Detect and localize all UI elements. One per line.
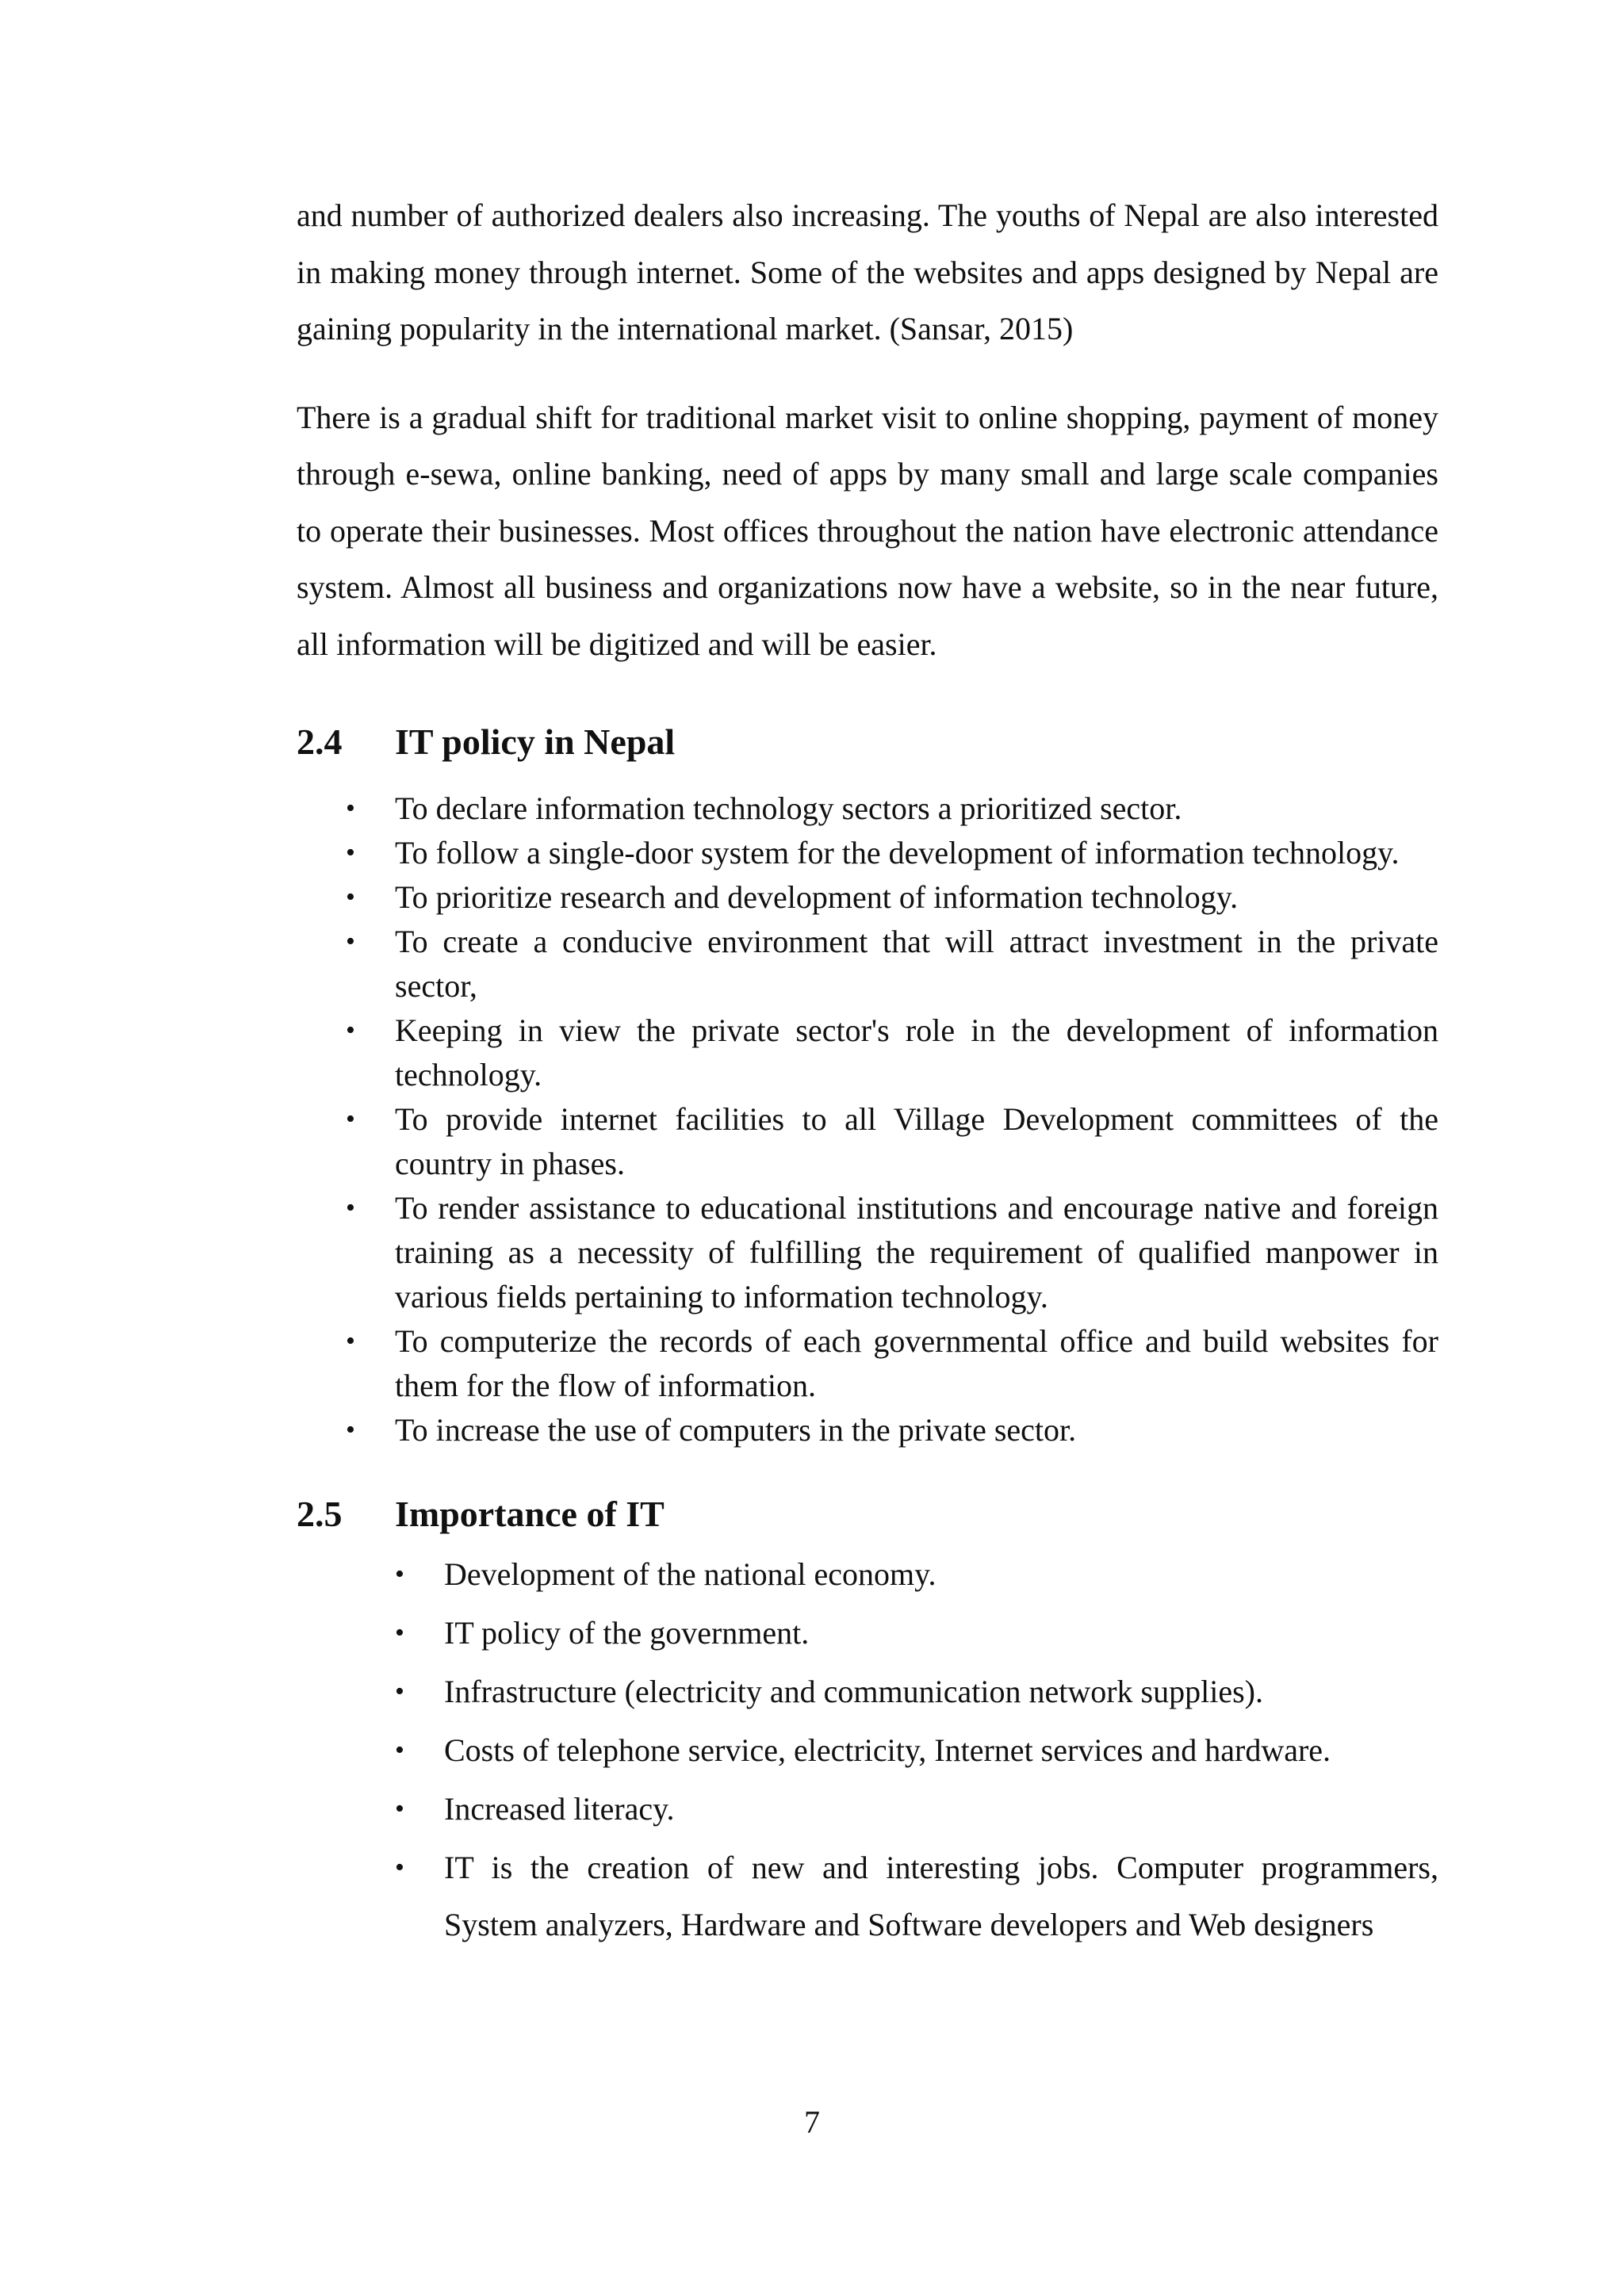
page-number: 7 (804, 2104, 820, 2140)
bullet-list (297, 1546, 1438, 1954)
list-item-text: Infrastructure (electricity and communication network supplies). (444, 1674, 1263, 1709)
list-item-text: To render assistance to educational institutions and encourage native and foreign training as a necessity of fulfilling the requirement of qualified manpower in various fields pertaining to information technology. (395, 1190, 1438, 1314)
section-title: IT policy in Nepal (395, 721, 676, 762)
section-heading (297, 718, 1438, 766)
section-number: 2.5 (297, 1494, 343, 1534)
bullet-icon: • (395, 1677, 404, 1706)
section-title: Importance of IT (395, 1494, 665, 1534)
list-item (297, 831, 1438, 875)
list-item (297, 1186, 1438, 1319)
list-item (297, 786, 1438, 831)
list-item (297, 875, 1438, 920)
list-item-text: Increased literacy. (444, 1791, 675, 1827)
bullet-icon: • (395, 1794, 404, 1823)
bullet-icon: • (346, 927, 355, 956)
list-item (297, 1097, 1438, 1186)
bullet-icon: • (346, 838, 355, 867)
list-item-text: IT policy of the government. (444, 1615, 810, 1651)
list-item (297, 920, 1438, 1008)
list-item-text: To increase the use of computers in the private sector. (395, 1412, 1077, 1448)
list-item-text: To declare information technology sectors a prioritized sector. (395, 790, 1182, 826)
list-item (297, 1546, 1438, 1603)
list-item (297, 1839, 1438, 1954)
list-item-text: To provide internet facilities to all Village Development committees of the country in phases. (395, 1101, 1438, 1181)
bullet-icon: • (346, 1193, 355, 1223)
list-item-text: To create a conducive environment that will attract investment in the private sector, (395, 924, 1438, 1004)
bullet-icon: • (395, 1618, 404, 1647)
list-item (297, 1781, 1438, 1838)
list-item (297, 1605, 1438, 1662)
bullet-icon: • (346, 1326, 355, 1356)
list-item-text: To follow a single-door system for the development of information technology. (395, 835, 1400, 871)
page-content (297, 187, 1438, 1954)
bullet-icon: • (395, 1735, 404, 1765)
bullet-icon: • (346, 794, 355, 823)
list-item (297, 1663, 1438, 1720)
list-item (297, 1722, 1438, 1779)
list-item-text: Keeping in view the private sector's role in the development of information technology. (395, 1012, 1438, 1093)
body-paragraph: and number of authorized dealers also increasing. The youths of Nepal are also interested in making money through internet. Some of the websites and apps designed by Nepal are gaining popularity in the international market. (Sansar, 2015) (297, 197, 1438, 346)
list-item (297, 1319, 1438, 1408)
list-item-text: To computerize the records of each governmental office and build websites for them for the flow of information. (395, 1323, 1438, 1403)
list-item-text: Costs of telephone service, electricity, Internet services and hardware. (444, 1732, 1331, 1768)
list-item-text: Development of the national economy. (444, 1556, 936, 1592)
list-item-text: To prioritize research and development of information technology. (395, 879, 1239, 915)
bullet-icon: • (395, 1853, 404, 1882)
bullet-icon: • (346, 1415, 355, 1445)
bullet-icon: • (346, 1016, 355, 1045)
bullet-icon: • (346, 1104, 355, 1134)
bullet-list (297, 786, 1438, 1452)
list-item (297, 1008, 1438, 1097)
section-heading (297, 1490, 1438, 1538)
list-item-text: IT is the creation of new and interesting jobs. Computer programmers, System analyzers, Hardware and Software developers and Web designers (444, 1850, 1438, 1942)
bullet-icon: • (395, 1559, 404, 1589)
body-paragraph: There is a gradual shift for traditional market visit to online shopping, payment of money through e-sewa, online banking, need of apps by many small and large scale companies to operate their businesses. Most offices throughout the nation have electronic attendance system. Almost all business and organizations now have a website, so in the near future, all information will be digitized and will be easier. (297, 399, 1438, 662)
list-item (297, 1408, 1438, 1452)
bullet-icon: • (346, 882, 355, 912)
section-number: 2.4 (297, 721, 343, 762)
